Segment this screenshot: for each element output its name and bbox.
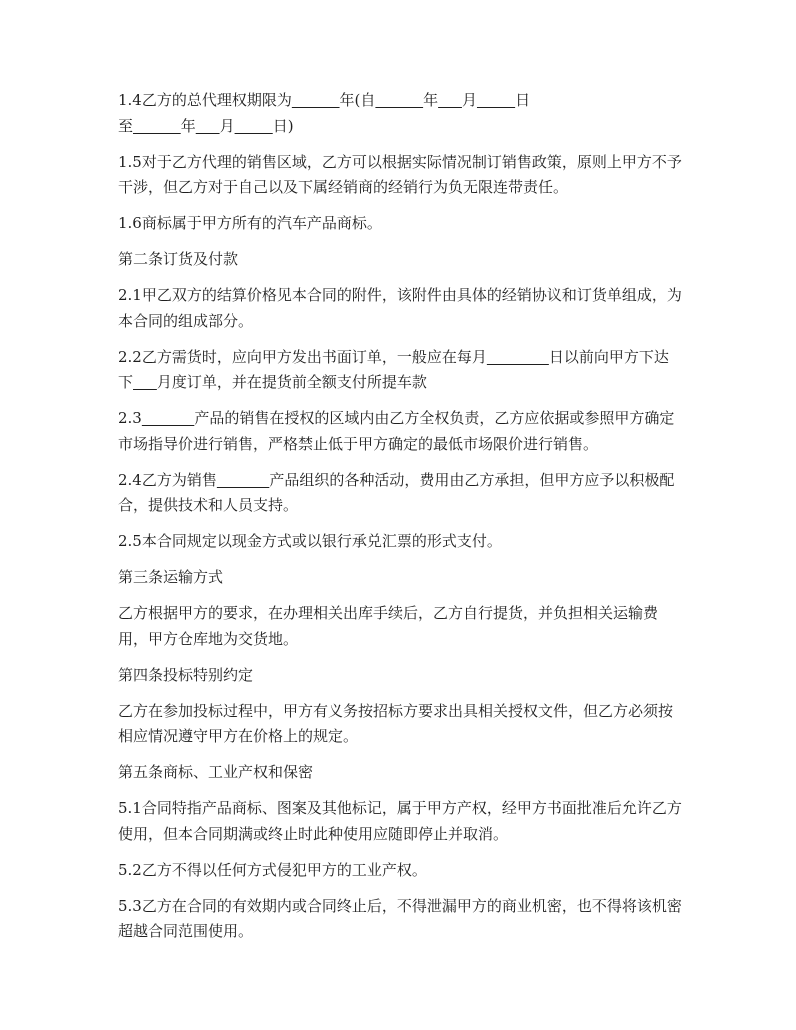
blank-field	[477, 91, 515, 109]
blank-field	[217, 471, 269, 489]
clause-1-4: 1.4乙方的总代理权期限为 年(自 年 月 日至 年 月 日)	[118, 91, 531, 135]
clause-2-2: 2.2乙方需货时，应向甲方发出书面订单，一般应在每月 日以前向甲方下达下 月度订单，并在提货前全额支付所提车款	[118, 347, 669, 391]
clause-2-3: 2.3 产品的销售在授权的区域内由乙方全权负责，乙方应依据或参照甲方确定市场指导价进行销售，严格禁止低于甲方确定的最低市场限价进行销售。	[118, 409, 675, 453]
clause-2-4: 2.4乙方为销售 产品组织的各种活动，费用由乙方承担，但甲方应予以积极配合，提供技术和人员支持。	[118, 470, 675, 514]
blank-field	[375, 91, 423, 109]
clause-1-5: 1.5对于乙方代理的销售区域，乙方可以根据实际情况制订销售政策，原则上甲方不予干涉，但乙方对于自己以及下属经销商的经销行为负无限连带责任。	[118, 152, 682, 196]
document-body	[118, 88, 684, 955]
clause-1-6: 1.6商标属于甲方所有的汽车产品商标。	[118, 214, 382, 232]
clause-2-5: 2.5本合同规定以现金方式或以银行承兑汇票的形式支付。	[118, 532, 502, 550]
clause-5-3: 5.3乙方在合同的有效期内或合同终止后，不得泄漏甲方的商业机密，也不得将该机密超越合同范围使用。	[118, 896, 682, 940]
article-3-body: 乙方根据甲方的要求，在办理相关出库手续后，乙方自行提货，并负担相关运输费用，甲方仓库地为交货地。	[118, 604, 659, 648]
clause-2-1: 2.1甲乙双方的结算价格见本合同的附件，该附件由具体的经销协议和订货单组成，为本合同的组成部分。	[118, 286, 682, 330]
blank-field	[292, 91, 340, 109]
clause-5-1: 5.1合同特指产品商标、图案及其他标记，属于甲方产权，经甲方书面批准后允许乙方使用，但本合同期满或终止时此种使用应随即停止并取消。	[118, 799, 682, 843]
blank-field	[235, 117, 273, 135]
article-4-body: 乙方在参加投标过程中，甲方有义务按招标方要求出具相关授权文件，但乙方必须按相应情况遵守甲方在价格上的规定。	[118, 701, 674, 745]
article-4-heading: 第四条投标特别约定	[118, 665, 254, 684]
blank-field	[133, 117, 181, 135]
clause-5-2: 5.2乙方不得以任何方式侵犯甲方的工业产权。	[118, 860, 427, 879]
blank-field	[196, 117, 220, 135]
article-2-heading: 第二条订货及付款	[118, 250, 239, 268]
article-5-heading: 第五条商标、工业产权和保密	[118, 763, 314, 781]
blank-field	[142, 409, 194, 427]
blank-field	[438, 91, 462, 109]
blank-field	[487, 348, 549, 366]
blank-field	[133, 373, 157, 391]
article-3-heading: 第三条运输方式	[118, 568, 224, 586]
